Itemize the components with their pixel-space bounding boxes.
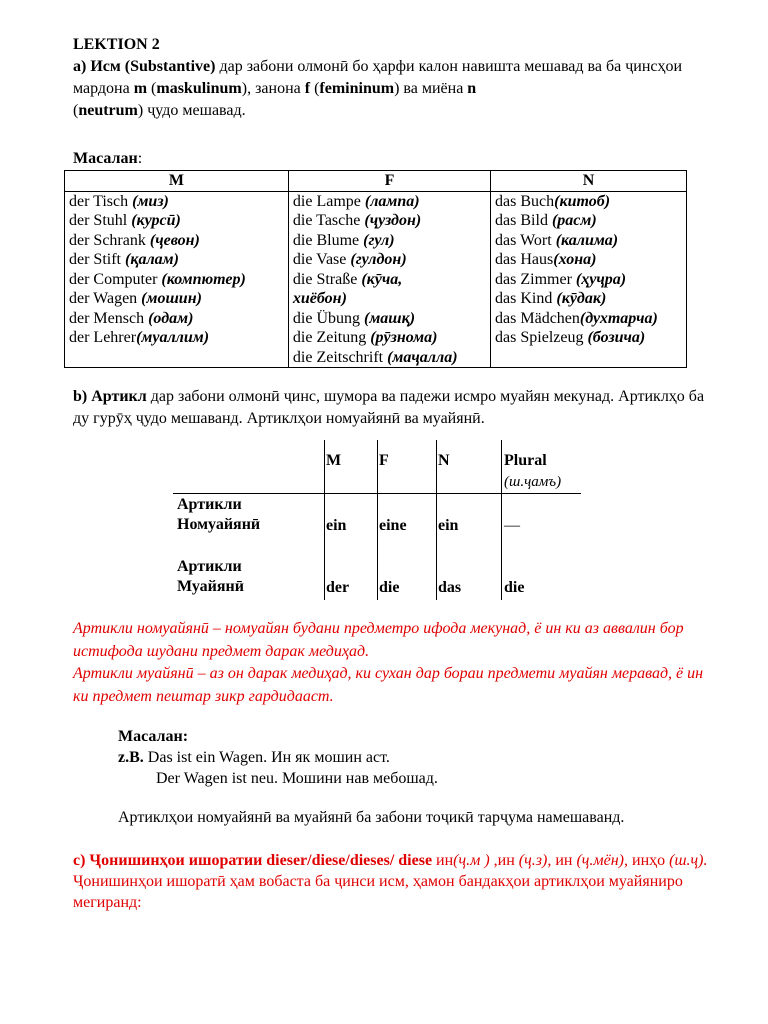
noun-table xyxy=(64,170,687,368)
noun-entry: die Blume (гул) xyxy=(292,231,395,249)
example-line-2: Der Wagen ist neu. Мошини нав мебошад. xyxy=(156,770,438,787)
gender-n-word: neutrum xyxy=(78,102,138,119)
section-b-lead: b) Артикл xyxy=(73,388,147,405)
noun-entry: das Kind (кӯдак) xyxy=(495,290,607,307)
noun-entry: das Wort (калима) xyxy=(495,231,619,249)
document xyxy=(69,34,713,913)
noun-entry: das Buch(китоб) xyxy=(495,192,611,210)
header-n: N xyxy=(491,171,687,192)
def-plural: die xyxy=(504,579,525,596)
indef-f: eine xyxy=(379,517,407,534)
noun-entry: das Spielzeug (бозича) xyxy=(495,329,646,346)
article-table-divider xyxy=(501,440,502,600)
section-a-term: Исм (Substantive) xyxy=(90,58,216,75)
row-label-indefinite: Артикли Номуайянӣ xyxy=(177,496,261,533)
def-f: die xyxy=(379,579,400,596)
article-table-divider xyxy=(377,440,378,600)
noun-entry: der Tisch (миз) xyxy=(69,192,169,210)
gender-n: n xyxy=(467,80,477,97)
row-label-definite: Артикли Муайянӣ xyxy=(177,558,244,595)
noun-entry: das Bild (расм) xyxy=(495,212,597,229)
section-a-paragraph: a) Исм (Substantive) дар забони олмонӣ бо ҳарфи калон навишта мешавад ва ба ҷинсҳои мардона m (maskulinum), занона f (femininum) ва миёна n (neutrum) ҷудо мешавад. xyxy=(73,58,683,119)
article-table xyxy=(73,440,713,610)
noun-entry: der Mensch (одам) xyxy=(69,309,194,327)
article-header-m: M xyxy=(326,452,342,469)
noun-entry: der Wagen (мошин) xyxy=(69,290,202,307)
noun-entry: die Straße (кӯча, xyxy=(292,270,403,288)
article-header-plural: Plural xyxy=(504,452,547,469)
indef-n: ein xyxy=(438,517,459,534)
article-table-divider xyxy=(436,440,437,600)
indefinite-definition: Артикли номуайянӣ – номуайян будани предметро ифода мекунад, ё ин ки аз аввалин бор истифода шудани предмет дарак медиҳад. xyxy=(73,620,684,660)
article-definitions xyxy=(73,618,713,708)
noun-entry: die Lampe (лампа) xyxy=(292,192,420,210)
def-m: der xyxy=(326,579,350,596)
noun-entry: die Vase (гулдон) xyxy=(292,251,407,268)
indef-plural: — xyxy=(504,517,520,534)
article-table-rule xyxy=(173,493,581,494)
gender-f: f xyxy=(304,80,311,97)
gender-f-word: femininum xyxy=(319,80,395,97)
header-m: M xyxy=(65,171,289,192)
noun-entry: das Mädchen(духтарча) xyxy=(495,309,658,327)
translation-note: Артиклҳои номуайянӣ ва муайянӣ ба забони тоҷикӣ тарҷума намешаванд. xyxy=(118,809,625,826)
noun-entry: der Schrank (ҷевон) xyxy=(69,231,200,249)
noun-entry: der Computer (компютер) xyxy=(69,270,246,288)
plural-note: (ш.ҷамъ) xyxy=(504,474,562,490)
article-header-n: N xyxy=(438,452,450,469)
noun-entry: die Übung (машқ) xyxy=(292,309,416,327)
section-a-letter: a) xyxy=(73,58,87,75)
noun-entry: die Tasche (ҷуздон) xyxy=(292,212,422,229)
example-line-1: z.B. Das ist ein Wagen. Ин як мошин аст. xyxy=(118,749,390,766)
header-f: F xyxy=(288,171,490,192)
noun-entry: die Zeitung (рӯзнома) xyxy=(292,329,438,346)
noun-entry: das Haus(хона) xyxy=(495,251,597,268)
noun-entry: хиёбон) xyxy=(292,290,347,307)
lesson-title: LEKTION 2 xyxy=(73,36,160,53)
def-n: das xyxy=(438,579,462,596)
article-header-f: F xyxy=(379,452,389,469)
noun-entry: der Stift (қалам) xyxy=(69,251,179,268)
section-c-heading: c) Ҷонишинҳои ишоратии dieser/diese/dieses/ diese ин(ҷ.м ) ,ин (ҷ.з), ин (ҷ.мён), инҳо (ш.ҷ). xyxy=(73,852,708,869)
examples-label: Масалан: xyxy=(118,728,189,745)
section-b-paragraph xyxy=(73,386,713,430)
section-c-text: Ҷонишинҳои ишоратӣ ҳам вобаста ба ҷинси исм, ҳамон бандакҳои артиклҳои муайяниро мегиранд: xyxy=(73,873,683,911)
indef-m: ein xyxy=(326,517,347,534)
examples-block xyxy=(118,726,713,828)
noun-table-header xyxy=(65,171,687,192)
noun-entry: der Stuhl (курсӣ) xyxy=(69,212,181,229)
section-a-text: дар забони олмонӣ бо ҳарфи калон навишта мешавад ва ба ҷинсҳои мардона xyxy=(73,58,683,97)
gender-m-word: maskulinum xyxy=(156,80,242,97)
gender-m: m xyxy=(133,80,148,97)
example-label: Масалан: xyxy=(73,150,143,167)
section-c xyxy=(73,850,713,913)
noun-entry: das Zimmer (ҳуҷра) xyxy=(495,270,627,288)
neuter-column xyxy=(491,191,687,368)
section-b-text: дар забони олмонӣ ҷинс, шумора ва падежи исмро муайян мекунад. Артиклҳо ба ду гурӯҳ ҷудо мешаванд. Артиклҳои номуайянӣ ва муайянӣ. xyxy=(73,388,705,427)
article-table-divider xyxy=(324,440,325,600)
definite-definition: Артикли муайянӣ – аз он дарак медиҳад, ки сухан дар бораи предмети муайян меравад, ё ин ки предмет пештар зикр гардидааст. xyxy=(73,665,704,705)
masculine-column xyxy=(65,191,289,368)
feminine-column xyxy=(288,191,490,368)
noun-entry: der Lehrer(муаллим) xyxy=(69,329,210,346)
noun-entry: die Zeitschrift (маҷалла) xyxy=(292,348,458,366)
